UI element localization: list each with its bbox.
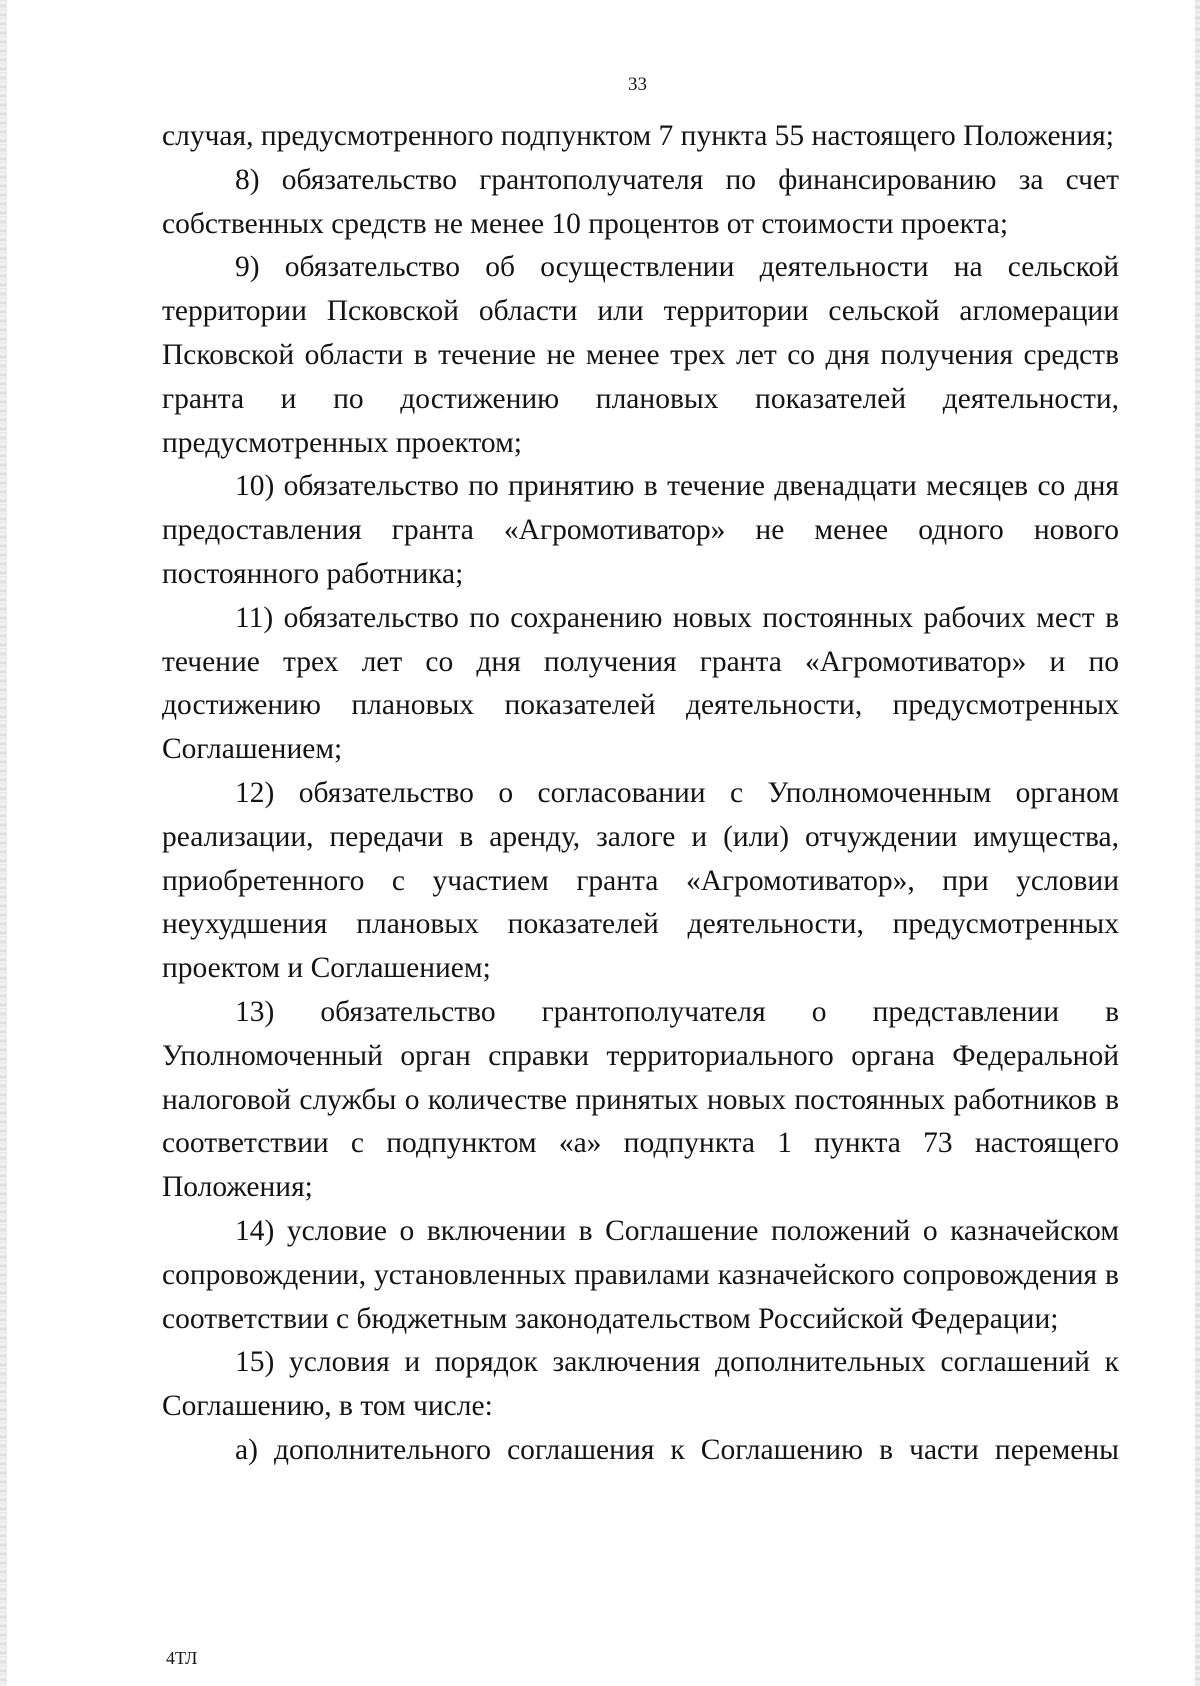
paragraph-item-10: 10) обязательство по принятию в течение двенадцати месяцев со дня предоставления гранта «Агромотиватор» не менее одного нового постоянного работника;: [162, 470, 1119, 590]
scan-edge-left: [0, 0, 7, 1686]
scan-edge-right: [1195, 0, 1200, 1686]
paragraph-item-15-a: а) дополнительного соглашения к Соглашению в части перемены: [235, 1433, 1119, 1466]
paragraph-item-11: 11) обязательство по сохранению новых постоянных рабочих мест в течение трех лет со дня получения гранта «Агромотиватор» и по достижению плановых показателей деятельности, предусмотренных Соглашением;: [162, 601, 1119, 766]
paragraph-continuation: случая, предусмотренного подпунктом 7 пункта 55 настоящего Положения;: [162, 120, 1114, 152]
footer-code: 4ТЛ: [166, 1648, 198, 1668]
paragraph-item-9: 9) обязательство об осуществлении деятельности на сельской территории Псковской области или территории сельской агломерации Псковской области в течение не менее трех лет со дня получения средств гранта и по достижению плановых показателей деятельности, предусмотренных проектом;: [162, 251, 1119, 459]
paragraph-item-12: 12) обязательство о согласовании с Уполномоченным органом реализации, передачи в аренду, залоге и (или) отчуждении имущества, приобретенного с участием гранта «Агромотиватор», при условии неухудшения плановых показателей деятельности, предусмотренных проектом и Соглашением;: [162, 776, 1119, 985]
paragraph-item-8: 8) обязательство грантополучателя по финансированию за счет собственных средств не менее 10 процентов от стоимости проекта;: [162, 163, 1119, 240]
page-number: 33: [628, 74, 647, 95]
paragraph-item-13: 13) обязательство грантополучателя о представлении в Уполномоченный орган справки территориального органа Федеральной налоговой службы о количестве принятых новых постоянных работников в соответствии с подпунктом «а» подпункта 1 пункта 73 настоящего Положения;: [162, 995, 1119, 1204]
paragraph-item-14: 14) условие о включении в Соглашение положений о казначейском сопровождении, установленных правилами казначейского сопровождения в соответствии с бюджетным законодательством Российской Федерации;: [162, 1214, 1119, 1335]
document-body: [162, 115, 1119, 1473]
paragraph-item-15: 15) условия и порядок заключения дополнительных соглашений к Соглашению, в том числе:: [162, 1346, 1119, 1423]
